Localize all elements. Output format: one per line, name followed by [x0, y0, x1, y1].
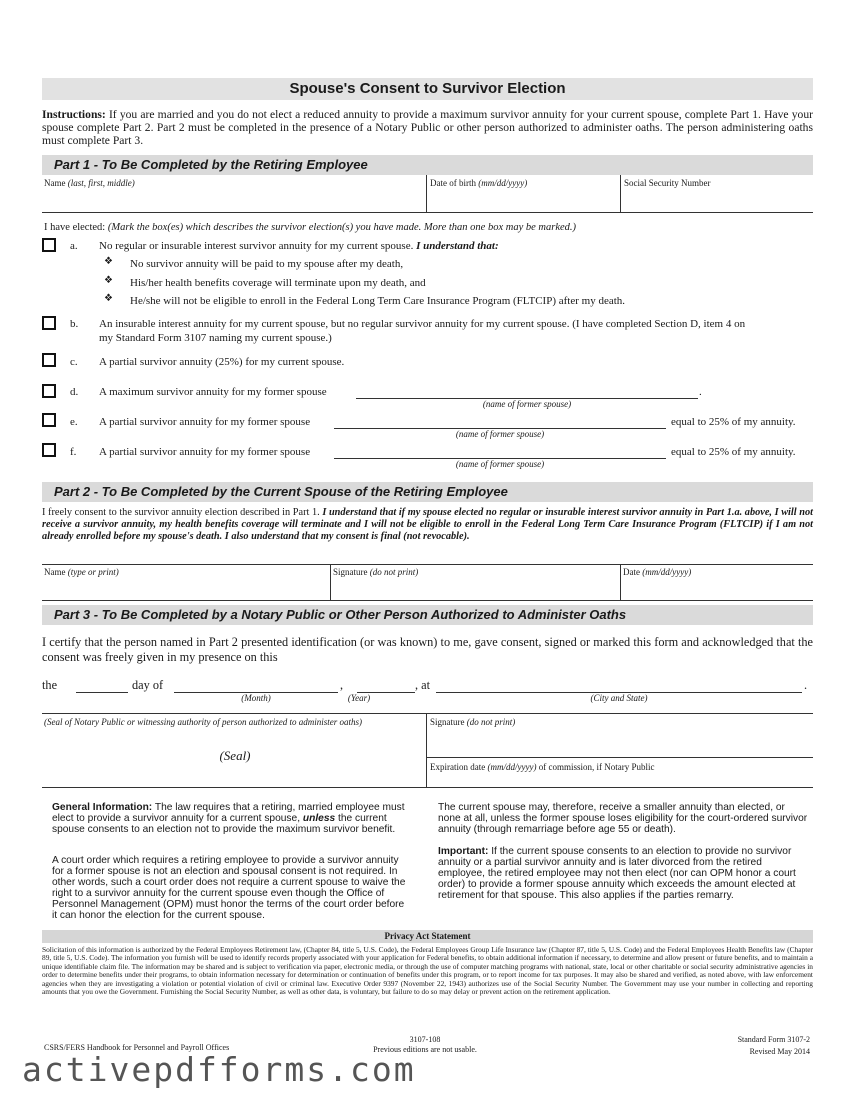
general-info-p1: General Information: The law requires that a retiring, married employee must elect to provide a survivor annuity for a current spouse, unless the current spouse consents to an election not to provide the maximum survivor benefit. — [52, 802, 405, 835]
bullet-icon: ❖ — [104, 293, 113, 304]
option-d-text: A maximum survivor annuity for my former spouse — [99, 386, 327, 398]
year-caption: (Year) — [347, 693, 371, 703]
comma: , — [340, 678, 344, 692]
notary-signature-field[interactable] — [430, 729, 810, 755]
at-label: , at — [415, 678, 431, 692]
option-e-end: equal to 25% of my annuity. — [671, 416, 796, 428]
spouse-name-field[interactable] — [44, 579, 326, 598]
instructions-label: Instructions: — [42, 108, 106, 121]
spouse-signature-label: Signature (do not print) — [333, 567, 419, 577]
option-c-text: A partial survivor annuity (25%) for my current spouse. — [99, 356, 345, 368]
date-of-birth-field[interactable] — [430, 190, 616, 210]
part2-heading: Part 2 - To Be Completed by the Current Spouse of the Retiring Employee — [42, 482, 813, 502]
former-spouse-caption-e: (name of former spouse) — [455, 429, 545, 439]
former-spouse-caption-d: (name of former spouse) — [482, 399, 572, 409]
footer-right-2: Revised May 2014 — [749, 1047, 810, 1056]
option-f-text: A partial survivor annuity for my former spouse — [99, 446, 311, 458]
option-a-letter: a. — [70, 240, 78, 252]
checkbox-e[interactable] — [42, 413, 56, 427]
bullet-3: He/she will not be eligible to enroll in the Federal Long Term Care Insurance Program (FLTCIP) after my death. — [130, 295, 626, 307]
privacy-heading: Privacy Act Statement — [42, 930, 813, 943]
option-f-end: equal to 25% of my annuity. — [671, 446, 796, 458]
seal-placeholder: (Seal) — [219, 748, 251, 763]
notary-signature-label: Signature (do not print) — [430, 717, 516, 727]
ssn-field[interactable] — [624, 190, 812, 210]
option-b-text-1: An insurable interest annuity for my current spouse, but no regular survivor annuity for my current spouse. (I have completed Section D, item 4 on — [99, 318, 746, 330]
privacy-statement: Solicitation of this information is authorized by the Federal Employees Retirement law, (Chapter 84, title 5, U.S. Code), the Federal Employees Group Life Insurance law (Chapter 87, title 5, U.S. Code) and the Federal Employees Health Benefits law (Chapter 89, title 5, U.S. Code). The information you furnish will be used to identify records properly associated with your application for Federal benefits, to obtain additional information if necessary, to determine and allow present or future benefits, and to maintain a unique identifiable claim file. The information may be shared and is subject to verification via paper, electronic media, or through the use of computer matching programs with national, state, local or other charitable or social security administrative agencies in order to determine benefits under their programs, to obtain information necessary for determination or continuation of benefits under this program, or to report income for tax purposes. It may also be shared and verified, as noted above, with law enforcement agencies when they are investigating a violation or potential violation of civil or criminal law. Executive Order 9397 (November 22, 1943) authorizes use of the Social Security Number. The Government may use your number in collecting and reporting amounts that you owe the Government. Furnishing the Social Security Number, as well as other data, is voluntary, but failure to do so may delay or prevent action on the retirement application. — [42, 945, 813, 997]
watermark-text: activepdfforms.com — [22, 1050, 416, 1089]
consent-statement: I freely consent to the survivor annuity election described in Part 1. I understand that if my spouse elected no regular or insurable interest survivor annuity in Part 1.a. above, I will not receive a survivor annuity, my health benefits coverage will terminate and I will not be eligible to enroll in the Federal Long Term Care Insurance Program (FLTCIP) if I am not already enrolled before my spouse's death. I also understand that my consent is final (not revocable). — [42, 507, 813, 542]
ssn-label: Social Security Number — [624, 178, 711, 188]
month-caption: (Month) — [241, 693, 271, 703]
dob-label: Date of birth (mm/dd/yyyy) — [430, 178, 528, 188]
checkbox-b[interactable] — [42, 316, 56, 330]
option-d-end: . — [699, 386, 702, 398]
option-e-text: A partial survivor annuity for my former spouse — [99, 416, 311, 428]
spouse-date-field[interactable] — [623, 579, 811, 598]
checkbox-f[interactable] — [42, 443, 56, 457]
day-of-label: day of — [132, 678, 164, 692]
form-title: Spouse's Consent to Survivor Election — [42, 78, 813, 100]
instructions-text: If you are married and you do not elect a reduced annuity to provide a maximum survivor annuity for your current spouse, complete Part 1. Have your spouse complete Part 2. Part 2 must be completed in the presence of a Notary Public or other person authorized to administer oaths. The person administering oaths must complete Part 3. — [42, 108, 813, 147]
name-label: Name (last, first, middle) — [44, 178, 135, 188]
the-label: the — [42, 678, 58, 692]
spouse-signature-field[interactable] — [333, 579, 617, 598]
general-info-p2: A court order which requires a retiring employee to provide a survivor annuity for a former spouse is not an election and spousal consent is not required. In other words, such a court order does not require a current spouse to waive the right to a survivor annuity for the current spouse even though the Office of Personnel Management (OPM) must honor the terms of the court order before it can honor the election for the current spouse. — [52, 855, 406, 921]
footer-right-1: Standard Form 3107-2 — [737, 1035, 810, 1044]
general-info-p4: Important: If the current spouse consents to an election to provide no survivor annuity or a partial survivor annuity and is later divorced from the retired employee, the retired employee may not then elect (nor can OPM honor a court order) to provide a former spouse annuity which exceeds the amount elected at retirement for that spouse. This also applies if the parties remarry. — [438, 846, 796, 901]
option-c-letter: c. — [70, 356, 78, 368]
day-field[interactable] — [76, 692, 128, 693]
part3-heading: Part 3 - To Be Completed by a Notary Public or Other Person Authorized to Administer Oaths — [42, 605, 813, 625]
footer-center-1: 3107-108 — [409, 1035, 441, 1044]
option-d-letter: d. — [70, 386, 79, 398]
spouse-date-label: Date (mm/dd/yyyy) — [623, 567, 692, 577]
option-a-text: No regular or insurable interest survivor annuity for my current spouse. I understand that: — [99, 240, 499, 252]
bullet-icon: ❖ — [104, 256, 113, 267]
instructions — [42, 108, 813, 147]
employee-name-field[interactable] — [44, 190, 424, 210]
footer-center-2: Previous editions are not usable. — [373, 1045, 477, 1054]
bullet-1: No survivor annuity will be paid to my spouse after my death, — [130, 258, 404, 270]
option-f-letter: f. — [70, 446, 77, 458]
option-e-letter: e. — [70, 416, 78, 428]
city-caption: (City and State) — [590, 693, 648, 703]
bullet-2: His/her health benefits coverage will terminate upon my death, and — [130, 277, 426, 289]
former-spouse-caption-f: (name of former spouse) — [455, 459, 545, 469]
period: . — [804, 678, 808, 692]
part1-heading: Part 1 - To Be Completed by the Retiring Employee — [42, 155, 813, 175]
general-info-p3: The current spouse may, therefore, receive a smaller annuity than elected, or none at all, unless the former spouse loses eligibility for the court-ordered survivor annuity (through remarriage before age 55 or death). — [438, 802, 808, 835]
checkbox-c[interactable] — [42, 353, 56, 367]
spouse-name-label: Name (type or print) — [44, 567, 119, 577]
checkbox-a[interactable] — [42, 238, 56, 252]
checkbox-d[interactable] — [42, 384, 56, 398]
elected-instructions: I have elected: (Mark the box(es) which describes the survivor election(s) you have made. More than one box may be marked.) — [44, 222, 577, 233]
option-b-text-2: my Standard Form 3107 naming my current spouse.) — [99, 332, 332, 344]
expiration-date-field[interactable] — [430, 773, 810, 786]
seal-caption: (Seal of Notary Public or witnessing authority of person authorized to administer oaths) — [44, 717, 362, 727]
option-b-letter: b. — [70, 318, 79, 330]
certify-statement: I certify that the person named in Part 2 presented identification (or was known) to me, gave consent, signed or marked this form and acknowledged that the consent was freely given in my presence on this — [42, 635, 813, 664]
footer-left: CSRS/FERS Handbook for Personnel and Payroll Offices — [44, 1043, 230, 1052]
bullet-icon: ❖ — [104, 275, 113, 286]
expiration-label: Expiration date (mm/dd/yyyy) of commission, if Notary Public — [430, 762, 655, 772]
